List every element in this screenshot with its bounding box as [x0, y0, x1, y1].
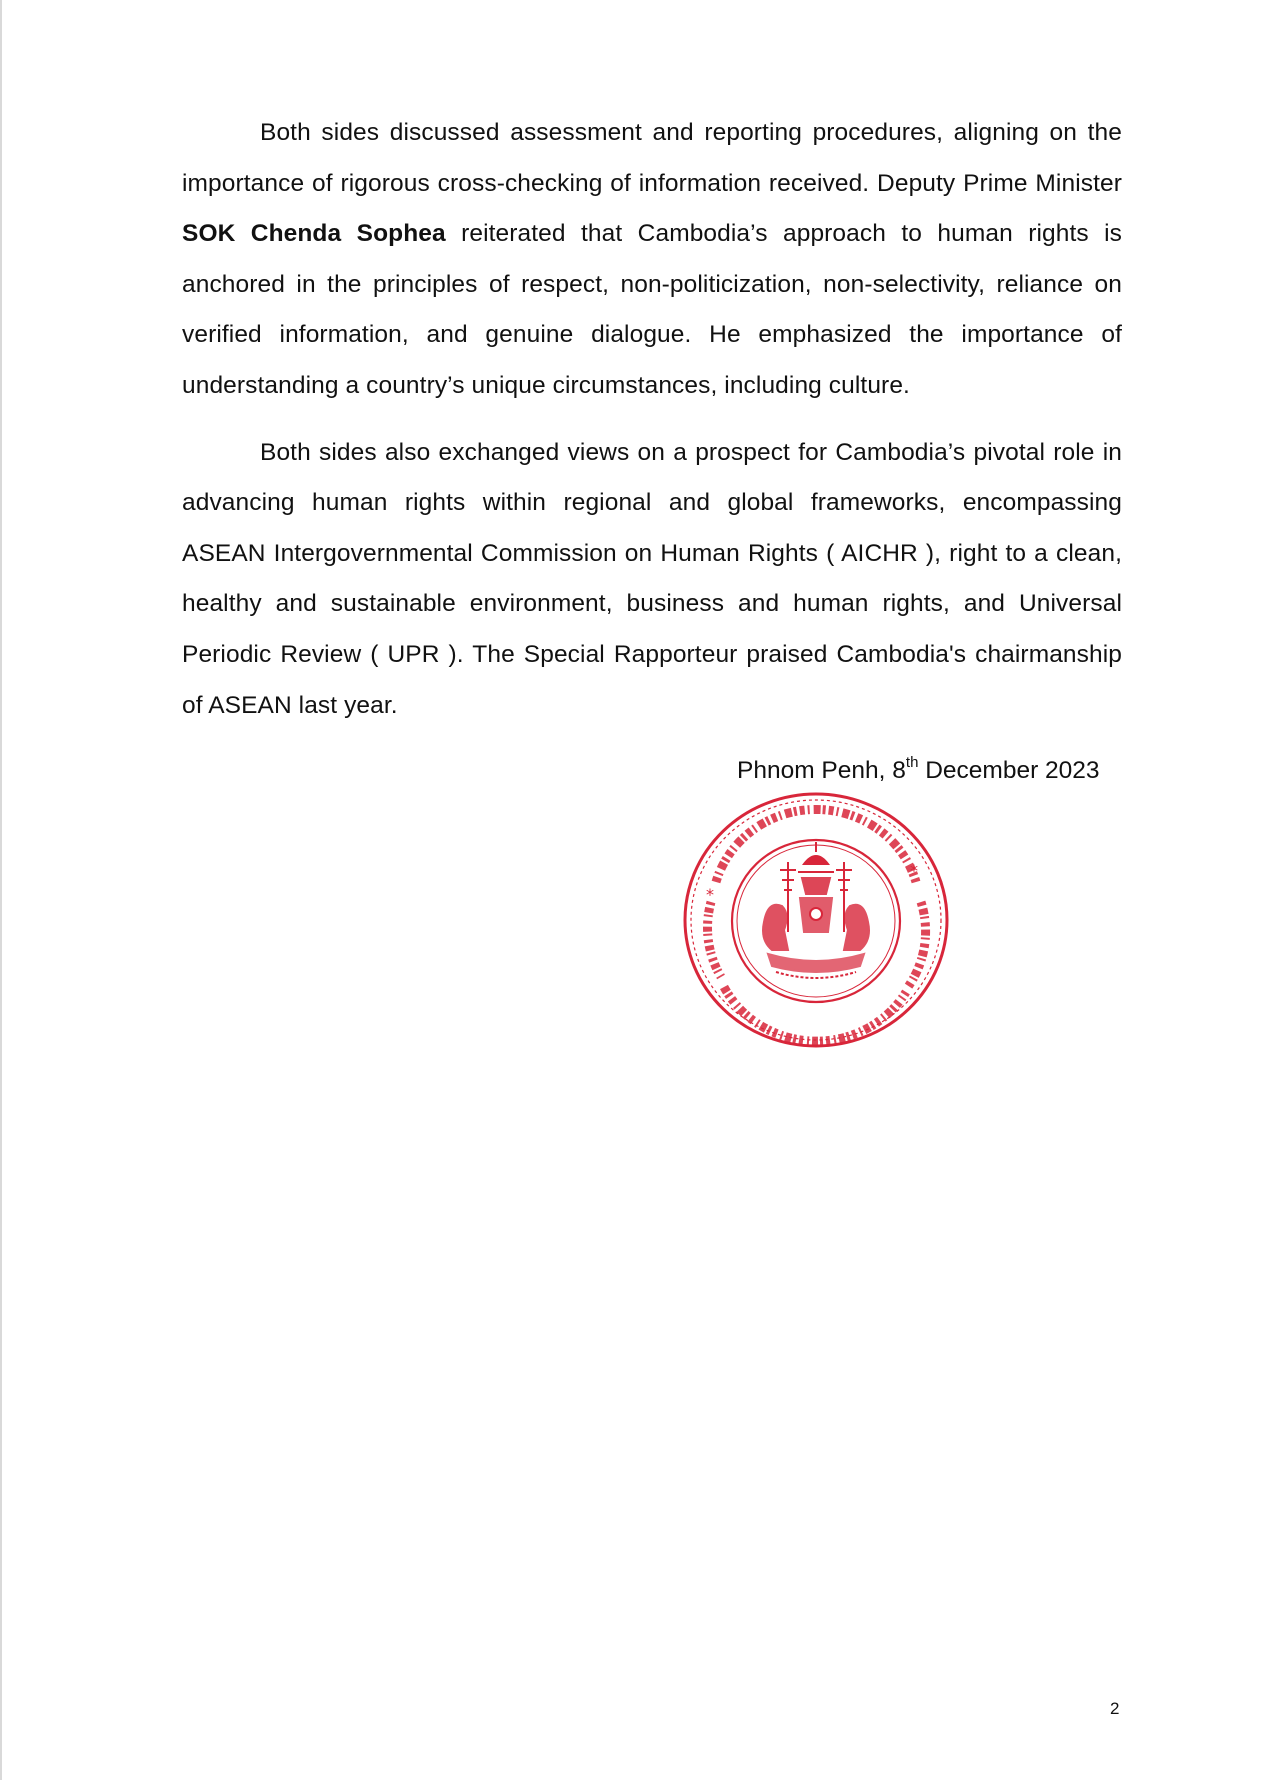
- page-number: 2: [1110, 1699, 1120, 1718]
- day-suffix: th: [905, 754, 919, 771]
- paragraph-regional-role: Both sides also exchanged views on a prospect for Cambodia’s pivotal role in advancing human rights within regional and global frameworks, encompassing ASEAN Intergovernmental Commission on Human Rights ( AICHR ), right to a clean, healthy and sustainable environment, business and human rights, and Universal Periodic Review ( UPR ). The Special Rapporteur praised Cambodia's chairmanship of ASEAN last year.: [182, 438, 1122, 719]
- paragraph-text-end: reiterated that Cambodia’s approach to human rights is anchored in the principles of respect, non-politicization, non-selectivity, reliance on verified information, and genuine dialogue. He emphasized the importance of understanding a country’s unique circumstances, including culture.: [182, 220, 1122, 399]
- svg-text:*: *: [910, 861, 918, 880]
- paragraph-text-start: Both sides discussed assessment and reporting procedures, aligning on the importance of rigorous cross-checking of information received. Deputy Prime Minister: [182, 119, 1122, 197]
- official-seal-icon: [676, 782, 956, 1054]
- deputy-prime-minister-name: SOK Chenda Sophea: [182, 220, 446, 248]
- document-body: [182, 108, 1122, 731]
- svg-text:*: *: [706, 885, 714, 904]
- paragraph-assessment-procedures: [182, 108, 1122, 412]
- page-edge: [0, 0, 2, 1780]
- place-text: Phnom Penh, 8: [737, 757, 906, 784]
- date-text: December 2023: [918, 757, 1100, 784]
